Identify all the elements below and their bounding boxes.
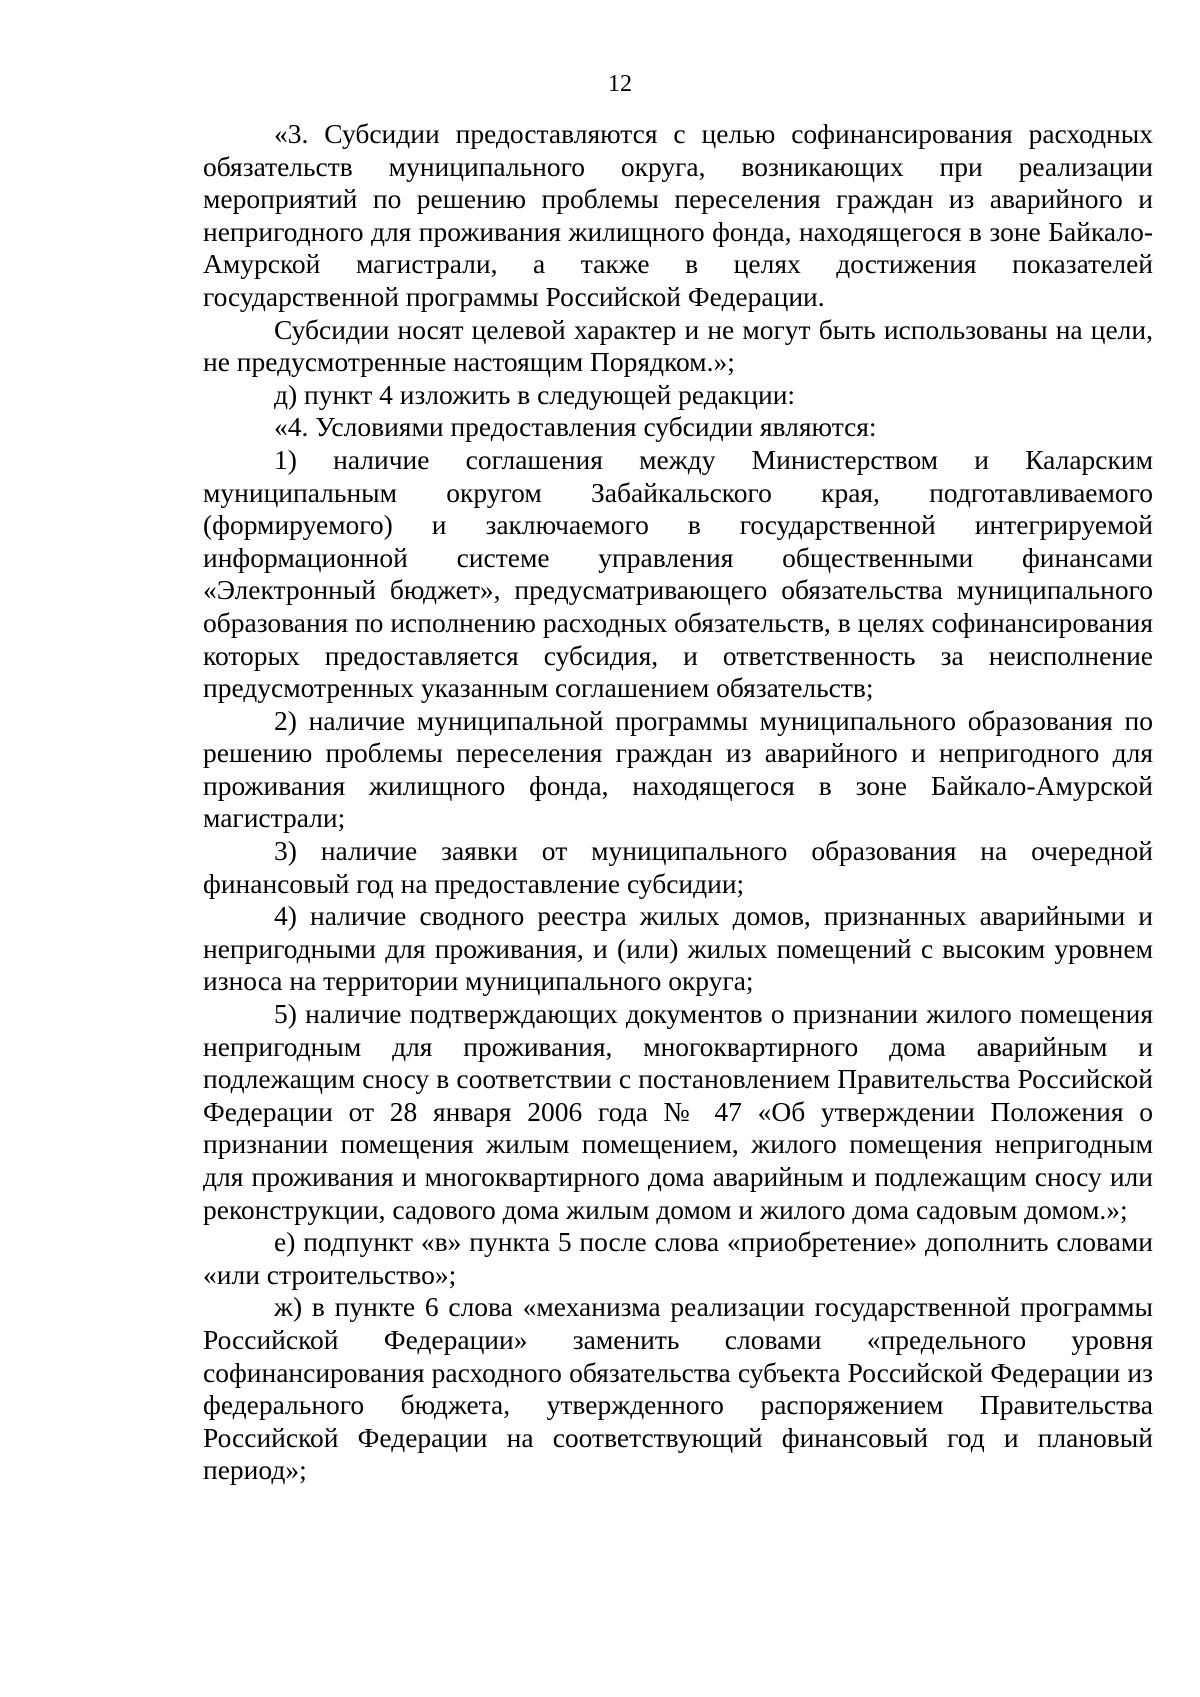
page-number: 12	[608, 71, 632, 97]
paragraph-condition-4: 4) наличие сводного реестра жилых домов, признанных аварийными и непригодными для проживания, и (или) жилых помещений с высоким уровнем износа на территории муниципального округа;	[203, 900, 1153, 997]
paragraph-subsidy-target: Субсидии носят целевой характер и не могут быть использованы на цели, не предусмотренные настоящим Порядком.»;	[203, 313, 1153, 378]
document-body	[203, 118, 1153, 1487]
paragraph-condition-5: 5) наличие подтверждающих документов о признании жилого помещения непригодным для проживания, многоквартирного дома аварийным и подлежащим сносу в соответствии с постановлением Правительства Российской Федерации от 28 января 2006 года № 47 «Об утверждении Положения о признании помещения жилым помещением, жилого помещения непригодным для проживания и многоквартирного дома аварийным и подлежащим сносу или реконструкции, садового дома жилым домом и жилого дома садовым домом.»;	[203, 998, 1153, 1225]
paragraph-condition-1: 1) наличие соглашения между Министерством и Каларским муниципальным округом Забайкальского края, подготавливаемого (формируемого) и заключаемого в государственной интегрируемой информационной системе управления общественными финансами «Электронный бюджет», предусматривающего обязательства муниципального образования по исполнению расходных обязательств, в целях софинансирования которых предоставляется субсидия, и ответственность за неисполнение предусмотренных указанным соглашением обязательств;	[203, 443, 1153, 704]
paragraph-subsidy-purpose: «3. Субсидии предоставляются с целью софинансирования расходных обязательств муниципального округа, возникающих при реализации мероприятий по решению проблемы переселения граждан из аварийного и непригодного для проживания жилищного фонда, находящегося в зоне Байкало-Амурской магистрали, а также в целях достижения показателей государственной программы Российской Федерации.	[203, 118, 1153, 312]
paragraph-item-e: е) подпункт «в» пункта 5 после слова «приобретение» дополнить словами «или строительство»;	[203, 1226, 1153, 1290]
paragraph-item-zh: ж) в пункте 6 слова «механизма реализации государственной программы Российской Федерации» заменить словами «предельного уровня софинансирования расходного обязательства субъекта Российской Федерации из федерального бюджета, утвержденного распоряжением Правительства Российской Федерации на соответствующий финансовый год и плановый период»;	[203, 1291, 1153, 1486]
paragraph-condition-2: 2) наличие муниципальной программы муниципального образования по решению проблемы переселения граждан из аварийного и непригодного для проживания жилищного фонда, находящегося в зоне Байкало-Амурской магистрали;	[203, 704, 1153, 834]
paragraph-conditions-heading: «4. Условиями предоставления субсидии являются:	[274, 411, 877, 443]
paragraph-condition-3: 3) наличие заявки от муниципального образования на очередной финансовый год на предоставление субсидии;	[203, 835, 1153, 899]
paragraph-item-d: д) пункт 4 изложить в следующей редакции:	[274, 378, 796, 410]
